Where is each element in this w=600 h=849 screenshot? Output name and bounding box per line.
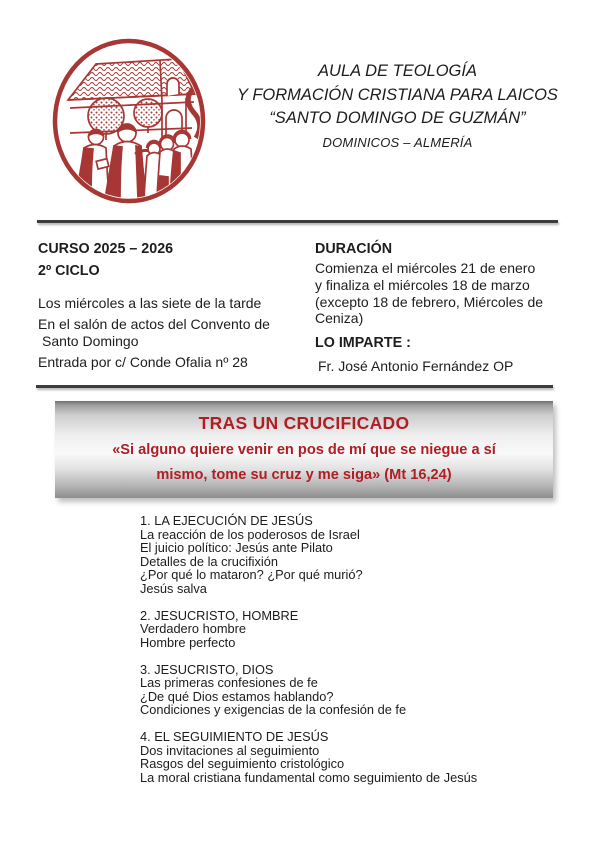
program-item: Dos invitaciones al seguimiento (140, 742, 320, 758)
course-info-column (38, 238, 313, 371)
program-item: Condiciones y exigencias de la confesión de fe (140, 702, 407, 717)
program-item: Las primeras confesiones de fe (140, 675, 318, 690)
program-section-title: 1. LA EJECUCIÓN DE JESÚS (140, 513, 313, 528)
program-section (140, 730, 570, 784)
masthead-line-4: DOMINICOS – ALMERÍA (322, 134, 473, 150)
title-banner (55, 401, 553, 498)
imparte-name: Fr. José Antonio Fernández OP (318, 358, 514, 375)
program-item: Rasgos del seguimiento cristológico (140, 756, 345, 771)
program-section (140, 663, 570, 717)
venue-line-1: En el salón de actos del Convento de (38, 315, 270, 332)
program-section-title: 4. EL SEGUIMIENTO DE JESÚS (140, 729, 329, 744)
duration-line-4: Ceniza) (315, 310, 364, 327)
program-item: Verdadero hombre (140, 621, 246, 636)
program-item: El juicio político: Jesús ante Pilato (140, 540, 333, 555)
program-item: La moral cristiana fundamental como seguimiento de Jesús (140, 769, 478, 785)
dominicos-emblem-logo (50, 36, 208, 206)
masthead-line-3: “SANTO DOMINGO DE GUZMÁN” (269, 109, 526, 127)
program-item: ¿Por qué lo mataron? ¿Por qué murió? (140, 567, 363, 582)
program-item: Jesús salva (140, 580, 207, 596)
banner-quote-line-2: mismo, tome su cruz y me siga» (Mt 16,24) (156, 467, 452, 483)
duration-line-1: Comienza el miércoles 21 de enero (315, 260, 536, 276)
duration-label: DURACIÓN (315, 241, 393, 257)
duration-line-2: y finaliza el miércoles 18 de marzo (315, 276, 530, 293)
venue-text (38, 316, 313, 350)
program-section-title: 2. JESUCRISTO, HOMBRE (140, 607, 299, 623)
banner-title: TRAS UN CRUCIFICADO (198, 413, 410, 433)
program-item: Hombre perfecto (140, 634, 236, 650)
masthead (205, 60, 590, 155)
duration-info-column (315, 238, 573, 375)
imparte-label: LO IMPARTE : (315, 335, 411, 352)
course-label: CURSO 2025 – 2026 (38, 241, 174, 257)
masthead-line-1: AULA DE TEOLOGÍA (318, 62, 477, 80)
schedule-text: Los miércoles a las siete de la tarde (38, 295, 262, 311)
top-divider (37, 220, 558, 223)
banner-quote-line-1: «Si alguno quiere venir en pos de mí que se niegue a sí (112, 442, 496, 458)
bottom-divider (36, 385, 553, 388)
program-item: La reacción de los poderosos de Israel (140, 526, 360, 542)
cycle-label: 2º CICLO (38, 263, 100, 279)
program-item: Detalles de la crucifixión (140, 553, 278, 569)
program-item: ¿De qué Dios estamos hablando? (140, 688, 334, 704)
duration-line-3: (excepto 18 de febrero, Miércoles de (315, 293, 544, 310)
program-section-title: 3. JESUCRISTO, DIOS (140, 661, 274, 677)
program-section (140, 514, 570, 595)
banner-quote (55, 438, 553, 488)
venue-line-2: Santo Domingo (42, 332, 139, 349)
program-section (140, 609, 570, 650)
masthead-line-2: Y FORMACIÓN CRISTIANA PARA LAICOS (237, 85, 558, 104)
entrance-text: Entrada por c/ Conde Ofalia nº 28 (38, 354, 248, 371)
program-list (140, 514, 570, 798)
dominicos-emblem-drawing (50, 36, 208, 206)
duration-text (315, 260, 573, 327)
